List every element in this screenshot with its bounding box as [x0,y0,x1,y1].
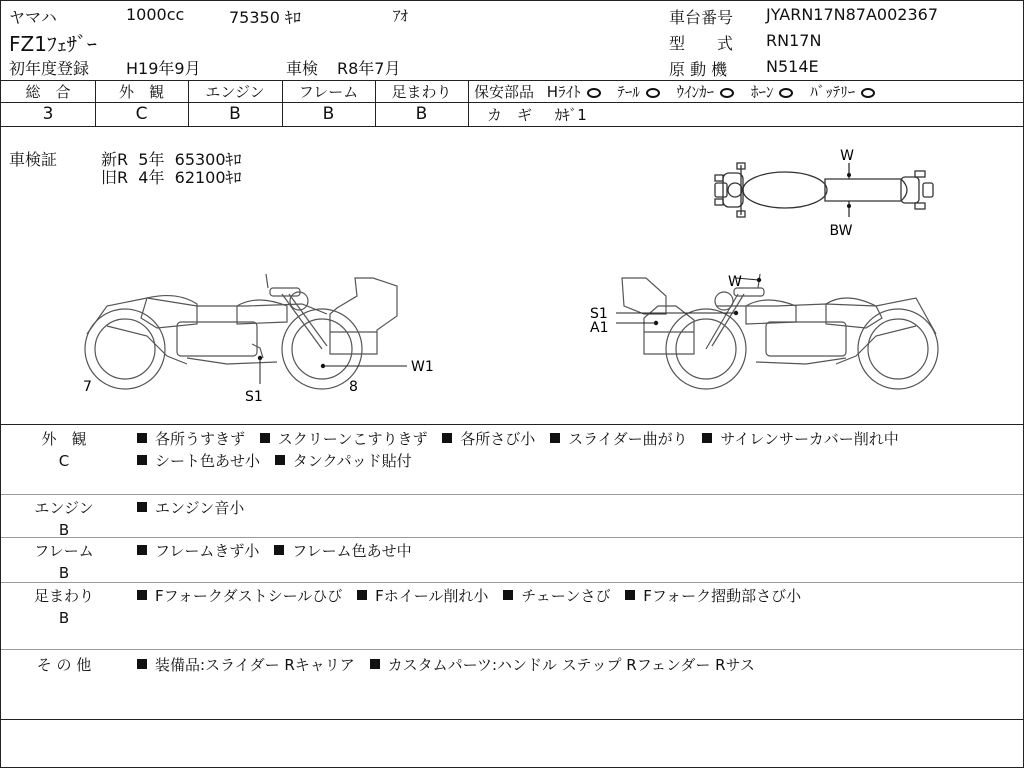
certificate-new: 新R 5年 65300ｷﾛ [101,150,242,169]
bullet-square-icon [503,590,513,600]
inspection: R8年7月 [337,59,401,78]
safety-item-horn: ﾎｰﾝ [750,83,774,101]
grade-label-frame: フレーム [298,83,359,101]
mark-left-s1: S1 [245,389,263,405]
section-title-suspension: 足まわり B [9,585,119,629]
bullet-square-icon [274,545,284,555]
grade-label-engine: エンジン [205,83,265,101]
first-registration-label: 初年度登録 [9,59,90,78]
bullet-square-icon [370,659,380,669]
safety-label: 保安部品 [474,83,535,101]
safety-item-headlight: Hﾗｲﾄ [546,83,581,101]
grade-label-suspension: 足まわり [391,83,452,101]
grade-frame: B [322,104,335,124]
safety-item-tail: ﾃｰﾙ [617,83,640,101]
bullet-square-icon [275,455,285,465]
maker: ヤマハ [9,8,57,27]
model-code: RN17N [766,31,822,50]
bullet-square-icon [442,433,452,443]
bullet-square-icon [550,433,560,443]
bullet-square-icon [137,545,147,555]
section-grade-frame: B [58,564,70,582]
remarks-top-line [1,424,1023,425]
mark-right-a1: A1 [590,320,609,336]
key-info [487,104,587,126]
engine-no-label: 原 動 機 [669,60,728,79]
ok-circle-icon [720,88,734,98]
grade-engine: B [229,104,241,124]
bullet-square-icon [137,502,147,512]
section-grade-exterior: C [58,452,70,470]
section-items-other: 装備品:スライダー Rキャリア カスタムパーツ:ハンドル ステップ Rフェンダー Rサス [137,654,765,676]
section-title-other: そ の 他 [36,656,92,674]
bullet-square-icon [137,590,147,600]
bullet-square-icon [357,590,367,600]
remarks-bottom-line [1,719,1023,720]
ok-circle-icon [587,88,601,98]
inspection-label: 車検 [286,59,319,78]
frame-no-label: 車台番号 [669,8,734,27]
section-grade-suspension: B [58,609,70,627]
certificate-label: 車検証 [9,150,58,169]
safety-parts [474,81,875,103]
section-grade-engine: B [58,521,70,539]
grade-overall: 3 [42,104,54,124]
grade-bottom-line [1,126,1023,127]
ok-circle-icon [861,88,875,98]
mark-left-w1: W1 [411,359,434,375]
section-items-frame: フレームきず小 フレーム色あせ中 [137,540,422,562]
section-items-engine: エンジン音小 [137,497,254,519]
certificate-old: 旧R 4年 62100ｷﾛ [101,168,242,187]
grade-label-overall: 総 合 [25,83,71,101]
color: ｱｵ [393,7,409,25]
mark-top-w: W [840,148,854,164]
engine-no: N514E [766,57,819,76]
model-code-label: 型 式 [669,34,734,53]
key-label: カ ギ [487,106,533,124]
first-registration: H19年9月 [126,59,201,78]
grade-suspension: B [415,104,428,124]
motorcycle-top-view [701,141,951,241]
bullet-square-icon [137,455,147,465]
model-name: FZ1ﾌｪｻﾞｰ [9,32,97,56]
section-items-suspension: Fフォークダストシールひび Fホイール削れ小 チェーンさび Fフォーク摺動部さび小 [137,585,811,607]
mark-left-8: 8 [349,379,358,395]
mark-right-s1: S1 [590,306,608,322]
mark-left-7: 7 [83,379,92,395]
bullet-square-icon [137,659,147,669]
section-title-engine: エンジン B [9,497,119,541]
section-title-exterior: 外 観 C [9,428,119,472]
bullet-square-icon [625,590,635,600]
safety-item-battery: ﾊﾞｯﾃﾘｰ [810,83,856,101]
bullet-square-icon [137,433,147,443]
mark-right-w: W [728,274,742,290]
bullet-square-icon [702,433,712,443]
section-title-frame: フレーム B [9,540,119,584]
motorcycle-left-view [77,266,447,411]
key-value: ｶｷﾞ1 [554,106,587,124]
grade-exterior: C [135,104,148,124]
displacement: 1000cc [126,5,185,24]
frame-no: JYARN17N87A002367 [766,5,938,24]
grade-label-exterior: 外 観 [118,83,164,101]
motorcycle-right-view [586,266,946,411]
safety-item-winker: ｳｲﾝｶｰ [676,83,715,101]
ok-circle-icon [779,88,793,98]
mileage: 75350 ｷﾛ [229,8,301,27]
ok-circle-icon [646,88,660,98]
section-items-exterior: 各所うすきず スクリーンこすりきず 各所さび小 スライダー曲がり サイレンサーカバー削れ中 シート色あせ小 タンクパッド貼付 [137,428,909,472]
bullet-square-icon [260,433,270,443]
mark-top-bw: BW [829,223,853,239]
